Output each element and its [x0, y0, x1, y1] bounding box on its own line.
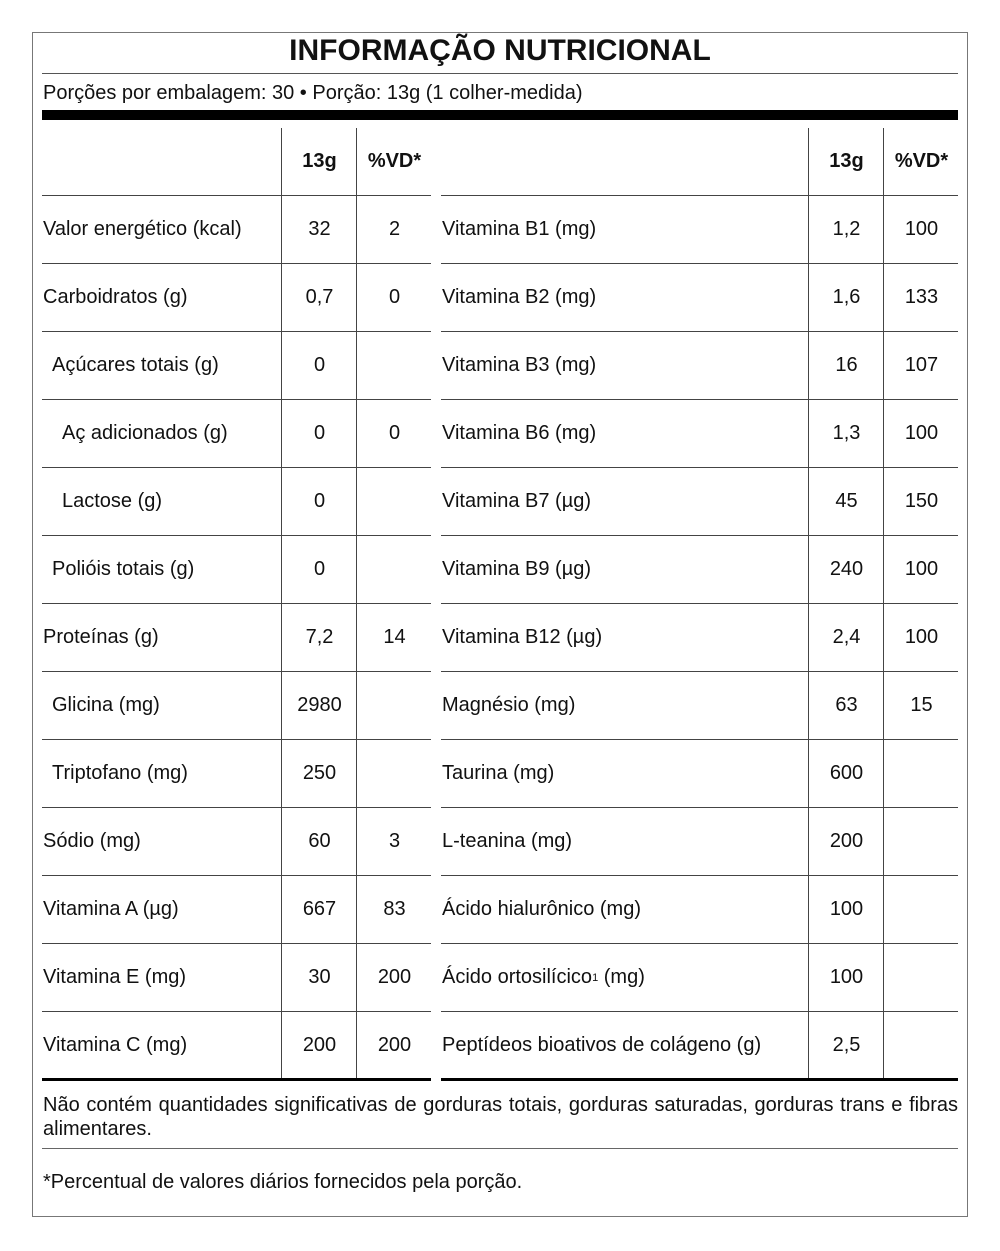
vd-value: 100: [883, 400, 959, 467]
nutrient-name: Vitamina A (µg): [43, 898, 179, 920]
nutrient-name: Glicina (mg): [52, 694, 160, 716]
table-row: [42, 672, 431, 740]
portion-value: 0: [281, 332, 357, 399]
nutrient-name: Vitamina B7 (µg): [442, 490, 591, 512]
vd-value: [883, 876, 959, 943]
nutrient-name: Ácido hialurônico (mg): [442, 898, 641, 920]
header-name-cell: [442, 128, 808, 195]
vd-value: [883, 1012, 959, 1079]
vd-value: 200: [356, 944, 432, 1011]
table-row: [441, 604, 958, 672]
label-title: INFORMAÇÃO NUTRICIONAL: [289, 34, 711, 67]
nutrient-name: [442, 944, 808, 1011]
thick-divider: [42, 110, 958, 120]
table-row: [441, 740, 958, 808]
nutrient-name: Peptídeos bioativos de colágeno (g): [442, 1034, 762, 1056]
portion-value: 200: [808, 808, 884, 875]
footnote-marker: 1: [592, 971, 599, 984]
nutrient-name: Proteínas (g): [43, 626, 159, 648]
nutrient-name: Taurina (mg): [442, 762, 555, 784]
table-row: [441, 876, 958, 944]
vd-value: [883, 944, 959, 1011]
footer-divider: [42, 1148, 958, 1149]
table-row: [42, 808, 431, 876]
vd-value: 133: [883, 264, 959, 331]
table-row: [42, 1012, 431, 1079]
header-portion: 13g: [281, 128, 357, 195]
vd-value: [356, 468, 432, 535]
nutrient-name: Polióis totais (g): [52, 558, 195, 580]
nutrient-name: Vitamina B12 (µg): [442, 626, 603, 648]
table-row: [42, 196, 431, 264]
nutrient-name: Lactose (g): [62, 490, 163, 512]
portion-value: 2,5: [808, 1012, 884, 1079]
table-header-row: [42, 128, 431, 196]
portion-value: 0: [281, 400, 357, 467]
portion-value: 2980: [281, 672, 357, 739]
table-row: [42, 264, 431, 332]
table-row: [441, 332, 958, 400]
vd-value: [356, 536, 432, 603]
header-portion: 13g: [808, 128, 884, 195]
table-row: [42, 604, 431, 672]
table-row: [441, 536, 958, 604]
vd-value: [356, 332, 432, 399]
portion-value: 32: [281, 196, 357, 263]
nutrient-name: Carboidratos (g): [43, 286, 188, 308]
table-row: [441, 944, 958, 1012]
portion-value: 250: [281, 740, 357, 807]
vd-value: 200: [356, 1012, 432, 1079]
header-vd: %VD*: [883, 128, 959, 195]
portion-value: 200: [281, 1012, 357, 1079]
nutrient-name: Vitamina B2 (mg): [442, 286, 597, 308]
vd-value: 15: [883, 672, 959, 739]
portion-value: 2,4: [808, 604, 884, 671]
vd-value: 14: [356, 604, 432, 671]
nutrient-name: Triptofano (mg): [52, 762, 188, 784]
table-row: [42, 468, 431, 536]
portion-value: 7,2: [281, 604, 357, 671]
vd-value: 100: [883, 536, 959, 603]
portion-value: 45: [808, 468, 884, 535]
vd-value: [883, 740, 959, 807]
vd-value: 3: [356, 808, 432, 875]
portion-value: 100: [808, 944, 884, 1011]
vd-value: [356, 740, 432, 807]
portion-value: 1,3: [808, 400, 884, 467]
vd-value: 100: [883, 604, 959, 671]
nutrition-table-right: [441, 128, 958, 1079]
nutrient-name: Aç adicionados (g): [62, 422, 228, 444]
nutrient-name: Vitamina C (mg): [43, 1034, 188, 1056]
portion-value: 1,6: [808, 264, 884, 331]
table-row: [441, 1012, 958, 1079]
vd-value: 2: [356, 196, 432, 263]
portion-value: 0: [281, 468, 357, 535]
vd-value: 100: [883, 196, 959, 263]
portion-value: 1,2: [808, 196, 884, 263]
table-row: [42, 536, 431, 604]
vd-value: 83: [356, 876, 432, 943]
vd-value: [883, 808, 959, 875]
table-bottom-rule-left: [42, 1078, 431, 1081]
nutrient-unit-text: (mg): [598, 966, 645, 988]
nutrition-table-left: [42, 128, 431, 1079]
table-row: [441, 400, 958, 468]
nutrient-name: Sódio (mg): [43, 830, 141, 852]
table-row: [42, 332, 431, 400]
portion-value: 100: [808, 876, 884, 943]
title-divider: [42, 73, 958, 74]
portion-value: 667: [281, 876, 357, 943]
table-row: [441, 808, 958, 876]
disclaimer-note: Não contém quantidades significativas de gorduras totais, gorduras saturadas, gorduras trans e fibras alimentares.: [43, 1094, 958, 1140]
table-bottom-rule-right: [441, 1078, 958, 1081]
portion-value: 60: [281, 808, 357, 875]
vd-value: 107: [883, 332, 959, 399]
vd-footnote: *Percentual de valores diários fornecidos pela porção.: [43, 1171, 523, 1193]
vd-value: [356, 672, 432, 739]
portion-value: 600: [808, 740, 884, 807]
nutrient-name: L-teanina (mg): [442, 830, 573, 852]
table-row: [42, 944, 431, 1012]
table-row: [42, 876, 431, 944]
table-header-row: [441, 128, 958, 196]
table-row: [441, 196, 958, 264]
vd-value: 150: [883, 468, 959, 535]
table-row: [441, 264, 958, 332]
nutrient-name: Valor energético (kcal): [43, 218, 242, 240]
nutrient-name: Vitamina B6 (mg): [442, 422, 597, 444]
portion-value: 0: [281, 536, 357, 603]
vd-value: 0: [356, 400, 432, 467]
portion-info: Porções por embalagem: 30 • Porção: 13g (1 colher-medida): [43, 82, 583, 104]
portion-value: 240: [808, 536, 884, 603]
nutrient-name: Açúcares totais (g): [52, 354, 219, 376]
portion-value: 0,7: [281, 264, 357, 331]
nutrient-name: Vitamina B9 (µg): [442, 558, 591, 580]
nutrient-name: Vitamina E (mg): [43, 966, 187, 988]
table-row: [42, 400, 431, 468]
portion-value: 30: [281, 944, 357, 1011]
header-name-cell: [43, 128, 281, 195]
nutrient-name: Magnésio (mg): [442, 694, 576, 716]
nutrient-name: Vitamina B1 (mg): [442, 218, 597, 240]
header-vd: %VD*: [356, 128, 432, 195]
table-row: [441, 672, 958, 740]
portion-value: 63: [808, 672, 884, 739]
nutrient-name-text: Ácido ortosilícico: [442, 966, 593, 988]
table-row: [441, 468, 958, 536]
vd-value: 0: [356, 264, 432, 331]
nutrient-name: Vitamina B3 (mg): [442, 354, 597, 376]
table-row: [42, 740, 431, 808]
portion-value: 16: [808, 332, 884, 399]
